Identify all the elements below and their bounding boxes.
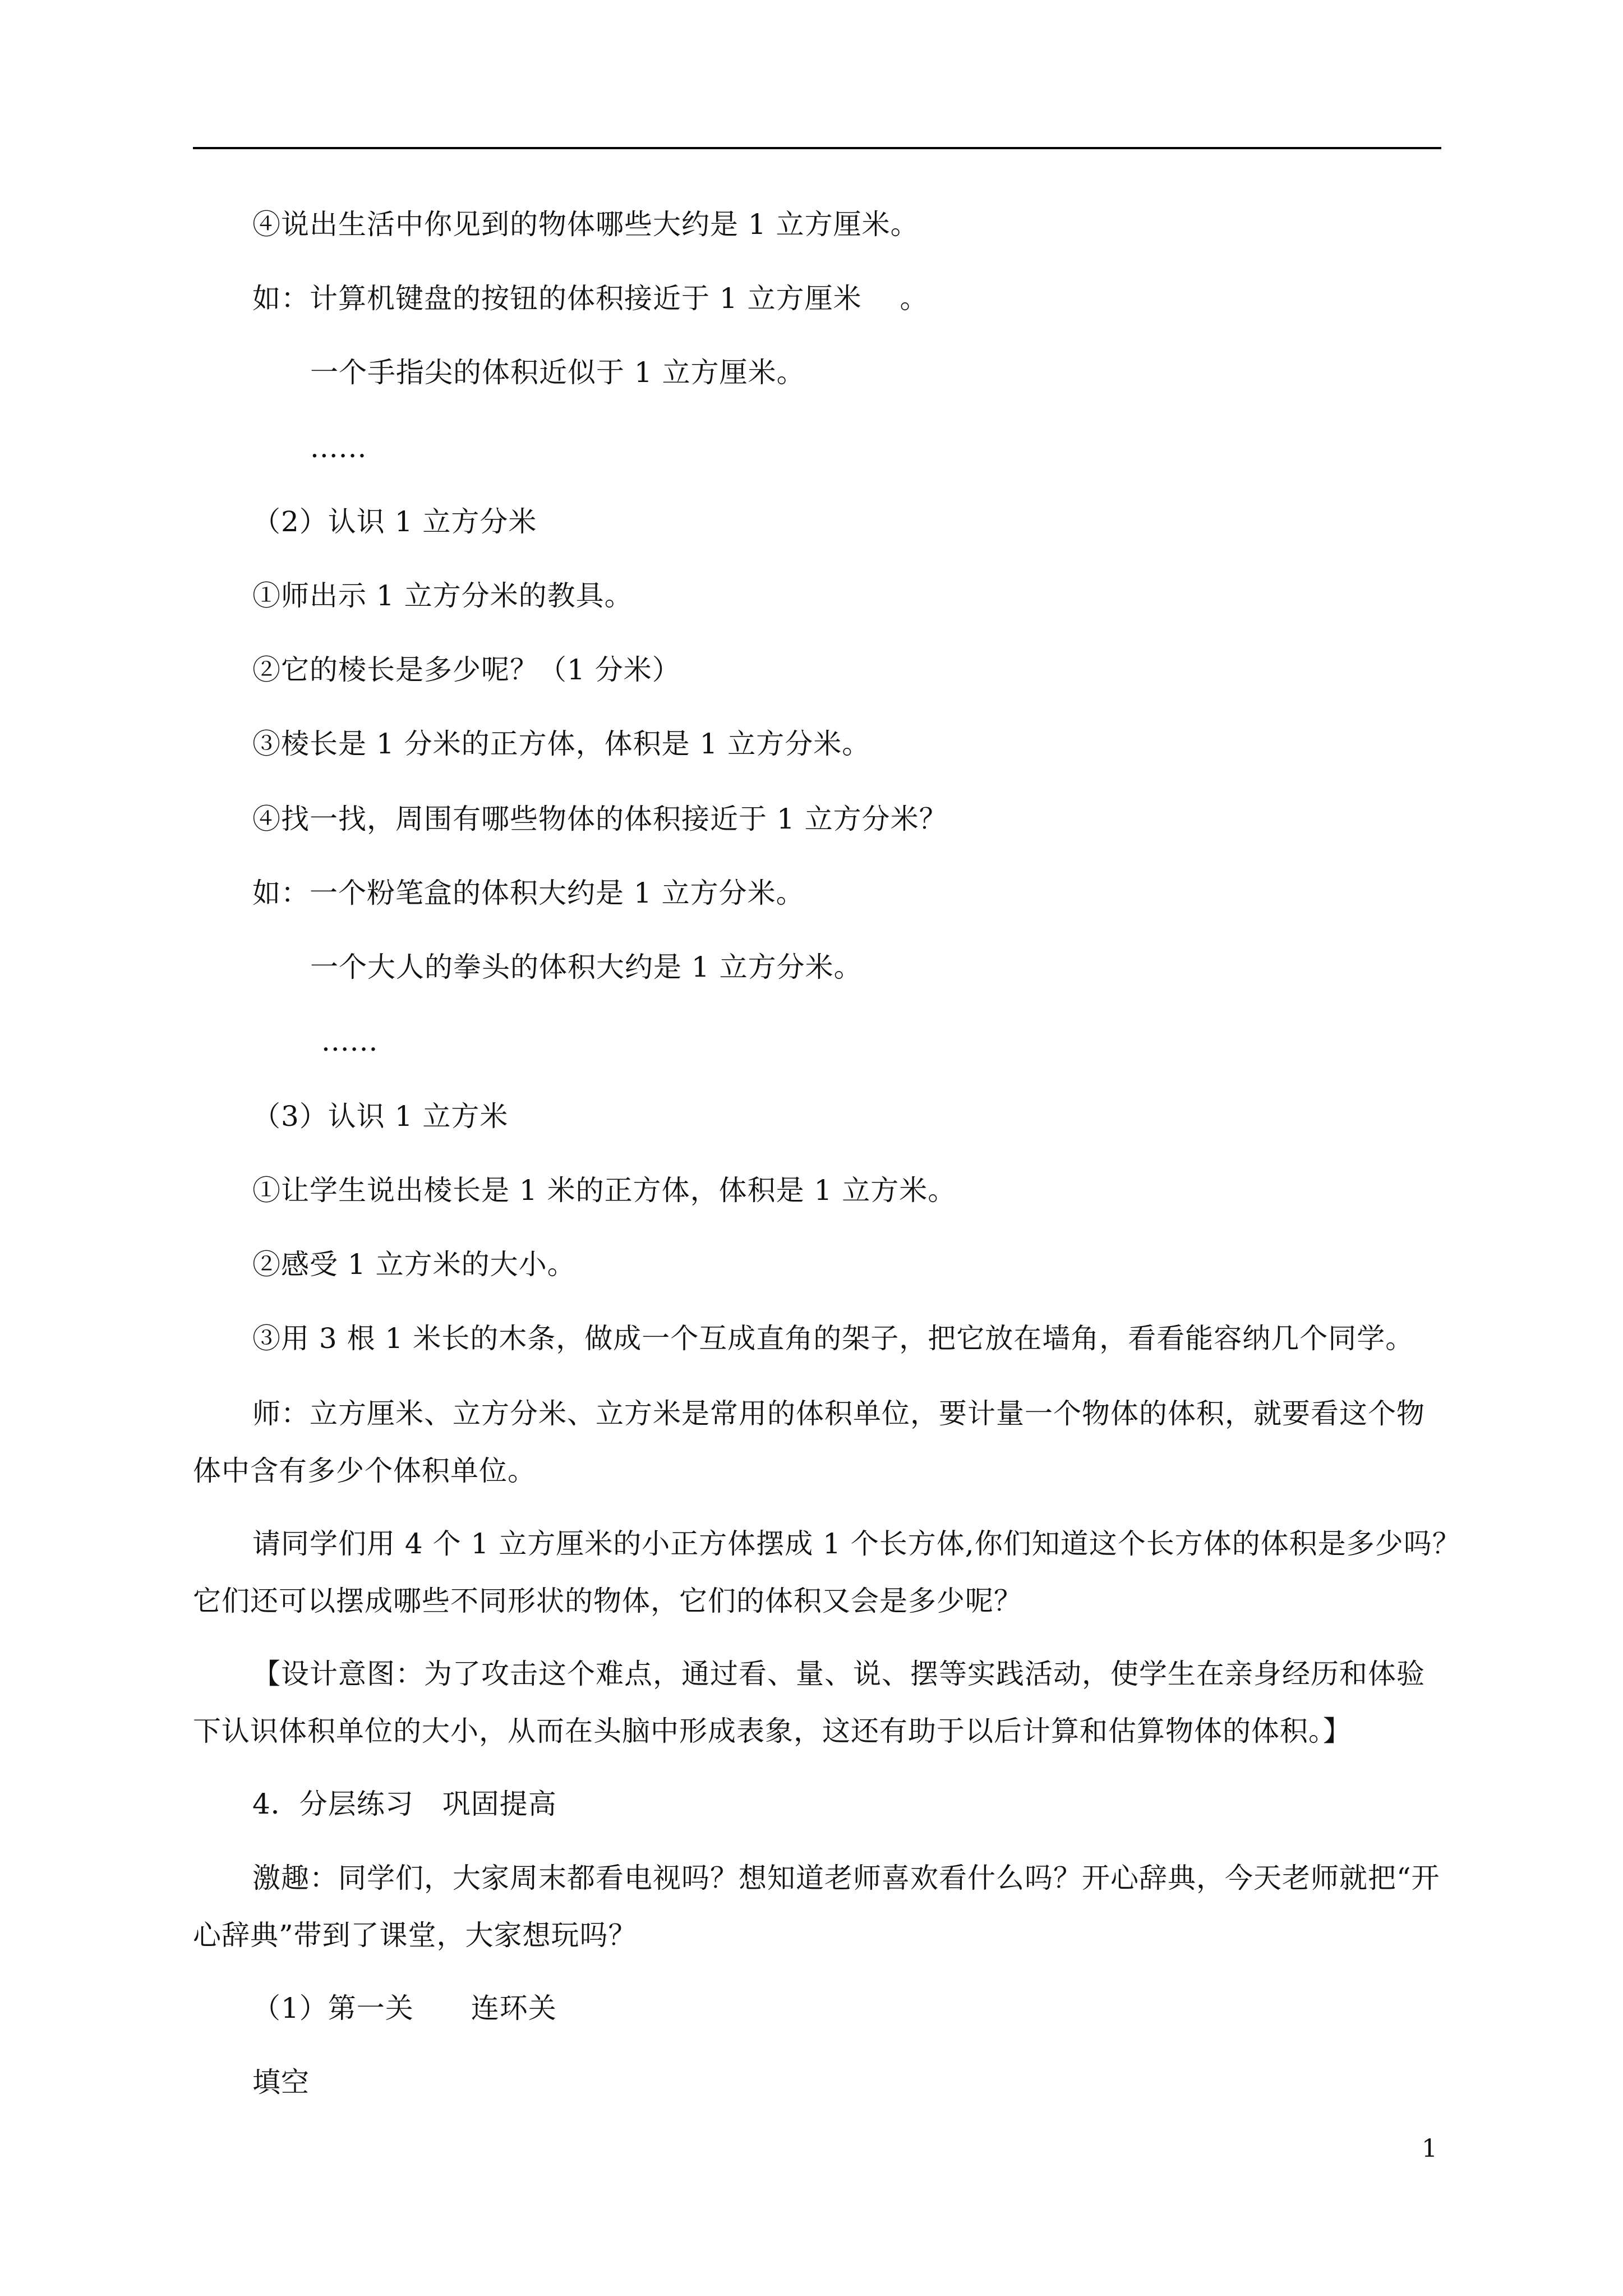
text-line: 下认识体积单位的大小，从而在头脑中形成表象，这还有助于以后计算和估算物体的体积。】 bbox=[193, 1715, 1352, 1747]
text-line: 4．分层练习 巩固提高 bbox=[252, 1788, 557, 1820]
text-line: ①师出示 1 立方分米的教具。 bbox=[252, 579, 633, 612]
text-line: 心辞典”带到了课堂，大家想玩吗？ bbox=[193, 1919, 637, 1952]
text-line: 体中含有多少个体积单位。 bbox=[193, 1455, 536, 1487]
text-line: ①让学生说出棱长是 1 米的正方体，体积是 1 立方米。 bbox=[252, 1174, 957, 1207]
text-line: 如：一个粉笔盒的体积大约是 1 立方分米。 bbox=[252, 877, 805, 909]
text-line: （3）认识 1 立方米 bbox=[252, 1100, 509, 1133]
text-line: 它们还可以摆成哪些不同形状的物体，它们的体积又会是多少呢？ bbox=[193, 1585, 1022, 1617]
text-line: ③用 3 根 1 米长的木条，做成一个互成直角的架子，把它放在墙角，看看能容纳几个同学。 bbox=[252, 1322, 1414, 1355]
text-line: ④说出生活中你见到的物体哪些大约是 1 立方厘米。 bbox=[252, 208, 919, 241]
text-line: ②它的棱长是多少呢？（1 分米） bbox=[252, 654, 681, 686]
text-line: 请同学们用 4 个 1 立方厘米的小正方体摆成 1 个长方体,你们知道这个长方体的体积是多少吗？ bbox=[252, 1527, 1461, 1560]
text-line: ④找一找，周围有哪些物体的体积接近于 1 立方分米？ bbox=[252, 803, 948, 835]
text-line: 【设计意图：为了攻击这个难点，通过看、量、说、摆等实践活动，使学生在亲身经历和体验 bbox=[252, 1658, 1425, 1690]
text-line: 师：立方厘米、立方分米、立方米是常用的体积单位，要计量一个物体的体积，就要看这个物 bbox=[252, 1397, 1425, 1430]
text-line: 激趣：同学们，大家周末都看电视吗？想知道老师喜欢看什么吗？开心辞典，今天老师就把“开 bbox=[252, 1862, 1440, 1894]
text-line: 填空 bbox=[252, 2066, 310, 2099]
text-line: ③棱长是 1 分米的正方体，体积是 1 立方分米。 bbox=[252, 728, 871, 760]
text-line: （1）第一关 连环关 bbox=[252, 1992, 557, 2024]
page-number: 1 bbox=[1422, 2134, 1437, 2163]
text-line: 一个手指尖的体积近似于 1 立方厘米。 bbox=[310, 356, 805, 389]
text-line: ...... bbox=[310, 431, 367, 464]
text-line: 一个大人的拳头的体积大约是 1 立方分米。 bbox=[310, 951, 863, 983]
text-line: （2）认识 1 立方分米 bbox=[252, 505, 537, 538]
text-line: ...... bbox=[321, 1025, 379, 1057]
header-rule bbox=[193, 147, 1441, 149]
text-line: ②感受 1 立方米的大小。 bbox=[252, 1248, 576, 1281]
text-line: 如：计算机键盘的按钮的体积接近于 1 立方厘米 。 bbox=[252, 282, 929, 315]
